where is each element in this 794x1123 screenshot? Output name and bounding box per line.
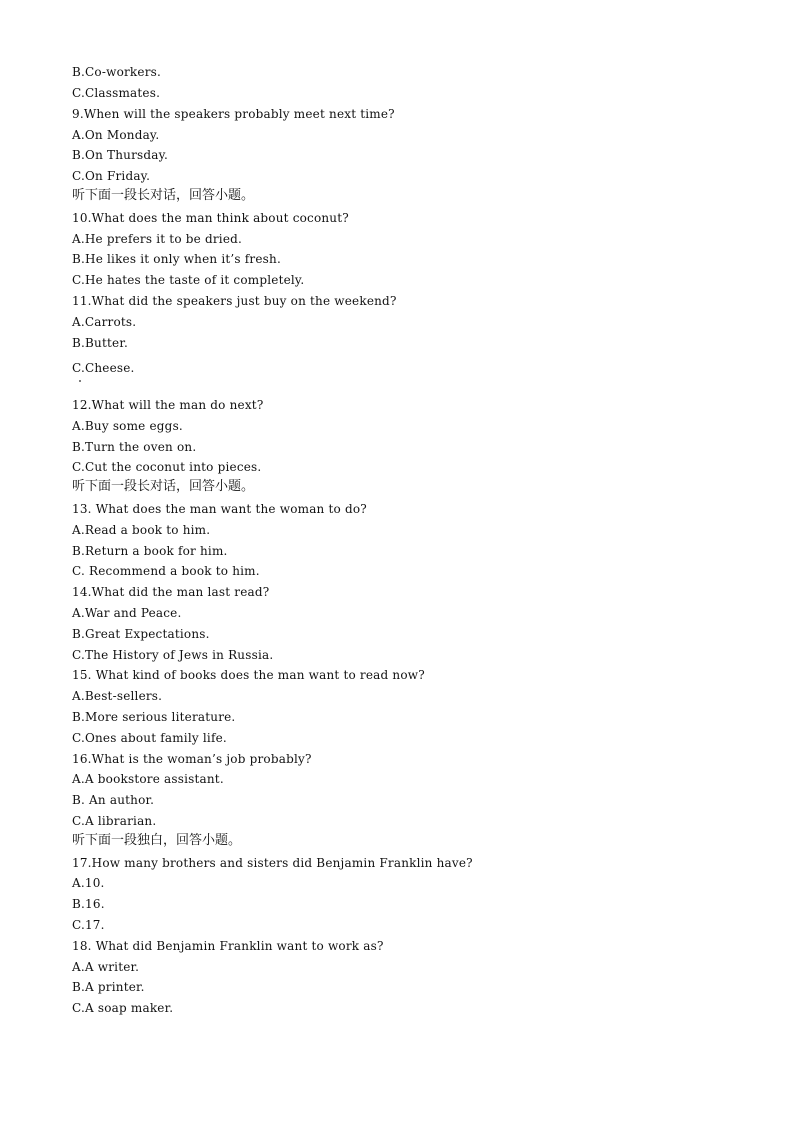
question-line: 11.What did the speakers just buy on the weekend?	[72, 294, 397, 308]
option-line: C.The History of Jews in Russia.	[72, 648, 274, 662]
option-line: C.On Friday.	[72, 169, 151, 183]
option-line: B.A printer.	[72, 980, 145, 994]
option-line: C.Cut the coconut into pieces.	[72, 460, 262, 474]
option-line: A.War and Peace.	[72, 606, 182, 620]
option-line: A.Best-sellers.	[72, 689, 163, 703]
option-line: B.Butter.	[72, 336, 128, 350]
question-line: 15. What kind of books does the man want to read now?	[72, 668, 425, 682]
option-line: B.Return a book for him.	[72, 544, 228, 558]
option-line: A.A bookstore assistant.	[72, 772, 224, 786]
option-line: A.Read a book to him.	[72, 523, 211, 537]
option-line: C.Cheese.	[72, 361, 135, 375]
question-line: 12.What will the man do next?	[72, 398, 264, 412]
question-line: 10.What does the man think about coconut?	[72, 211, 349, 225]
section-instruction: 听下面一段长对话，回答小题。	[72, 479, 255, 494]
option-line: B.Co-workers.	[72, 65, 162, 79]
option-line: C. Recommend a book to him.	[72, 564, 260, 578]
option-line: C.17.	[72, 918, 105, 932]
option-line: C.A librarian.	[72, 814, 157, 828]
option-line: B.Great Expectations.	[72, 627, 210, 641]
question-line: 18. What did Benjamin Franklin want to work as?	[72, 939, 384, 953]
option-line: C.He hates the taste of it completely.	[72, 273, 305, 287]
question-line: 14.What did the man last read?	[72, 585, 270, 599]
option-line: C.Ones about family life.	[72, 731, 227, 745]
question-line: 9.When will the speakers probably meet next time?	[72, 107, 395, 121]
option-line: A.A writer.	[72, 960, 140, 974]
option-line: B.Turn the oven on.	[72, 440, 197, 454]
question-line: 16.What is the woman’s job probably?	[72, 752, 312, 766]
section-instruction: 听下面一段独白，回答小题。	[72, 833, 242, 848]
option-line: B.16.	[72, 897, 105, 911]
print-speck	[79, 380, 81, 382]
option-line: B.On Thursday.	[72, 148, 169, 162]
option-line: B.More serious literature.	[72, 710, 236, 724]
option-line: B.He likes it only when it’s fresh.	[72, 252, 281, 266]
section-instruction: 听下面一段长对话，回答小题。	[72, 188, 255, 203]
question-line: 17.How many brothers and sisters did Benjamin Franklin have?	[72, 856, 473, 870]
option-line: A.Buy some eggs.	[72, 419, 183, 433]
question-line: 13. What does the man want the woman to do?	[72, 502, 367, 516]
option-line: A.He prefers it to be dried.	[72, 232, 243, 246]
option-line: B. An author.	[72, 793, 155, 807]
option-line: A.10.	[72, 876, 105, 890]
option-line: A.Carrots.	[72, 315, 137, 329]
option-line: C.A soap maker.	[72, 1001, 174, 1015]
option-line: A.On Monday.	[72, 128, 160, 142]
option-line: C.Classmates.	[72, 86, 161, 100]
